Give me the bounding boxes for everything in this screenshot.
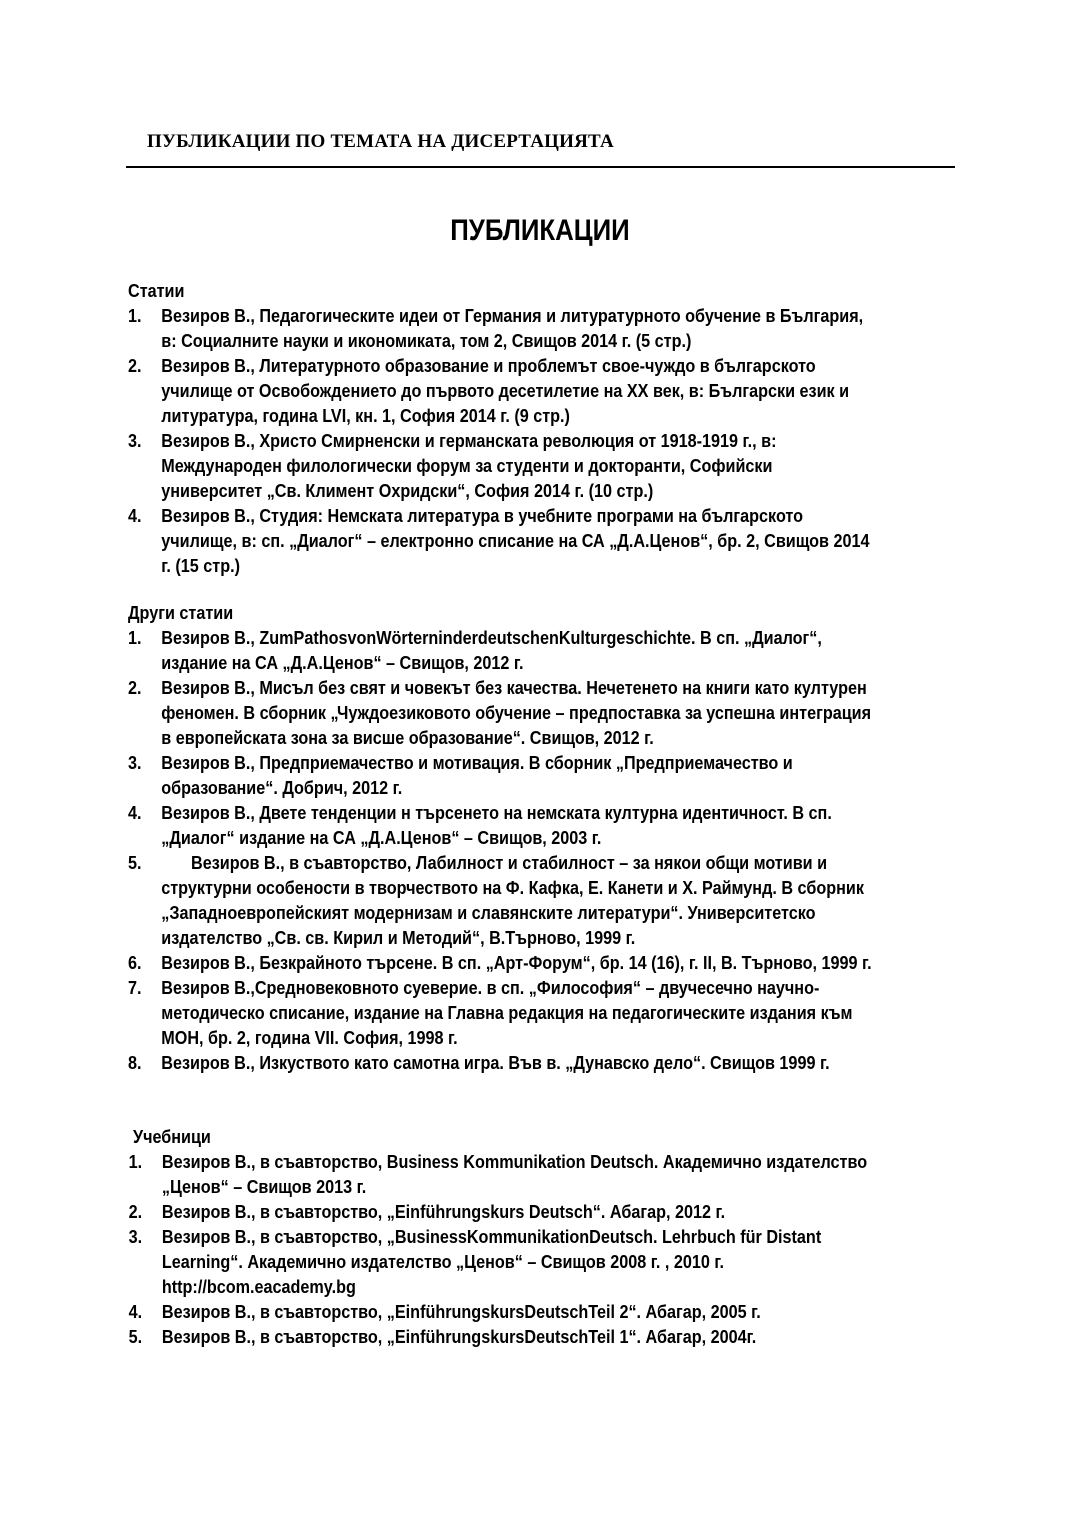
item-line: [161, 825, 880, 850]
item-line: [162, 1199, 886, 1224]
item-number: 5.: [128, 1326, 143, 1347]
item-number: 2.: [128, 355, 142, 376]
item-number: 3.: [128, 1226, 143, 1247]
item-number: 8.: [128, 1052, 142, 1073]
item-text: Везиров В., Предприемачество и мотивация. В сборник „Предприемачество и: [161, 752, 793, 773]
item-text: Везиров В., Мисъл без свят и човекът без качества. Нечетенето на книги като културен: [161, 677, 867, 698]
item-number: 4.: [128, 802, 142, 823]
list-item: [128, 675, 881, 750]
item-text: МОН, бр. 2, година VІІ. София, 1998 г.: [161, 1027, 458, 1048]
item-line: [161, 478, 880, 503]
item-text: „Западноевропейският модернизам и славянските литератури“. Университетско: [161, 902, 816, 923]
item-number: 1.: [128, 627, 142, 648]
item-text: Везиров В.,Средновековното суеверие. в сп. „Философия“ – двучесечно научно-: [161, 977, 820, 998]
item-text: Везиров В., в съавторство, Business Kommunikation Deutsch. Академично издателство: [161, 1151, 868, 1172]
item-line: [161, 1000, 880, 1025]
item-text: Везиров В., Безкрайното търсене. В сп. „Арт-Форум“, бр. 14 (16), г. ІІ, В. Търново, 1999 г.: [161, 952, 872, 973]
item-text: Везиров В., Педагогическите идеи от Германия и литуратурното обучение в България,: [161, 305, 864, 326]
item-line: [161, 1025, 880, 1050]
list-item: [129, 1299, 886, 1324]
item-text: Везиров В., ZumPathosvonWörterninderdeutschenKulturgeschichte. В сп. „Диалог“,: [161, 627, 822, 648]
item-line: [161, 950, 880, 975]
item-text: образование“. Добрич, 2012 г.: [161, 777, 403, 798]
item-line: [162, 1174, 886, 1199]
item-line: [161, 303, 880, 328]
item-line: [162, 1324, 886, 1349]
item-line: [161, 675, 880, 700]
section-other-articles: [128, 600, 881, 1075]
item-line: [161, 850, 880, 875]
item-line: [161, 428, 880, 453]
item-text: Learning“. Академично издателство „Ценов“ – Свищов 2008 г. , 2010 г.: [161, 1251, 724, 1272]
item-line: [161, 625, 880, 650]
item-text: университет „Св. Климент Охридски“, София 2014 г. (10 стр.): [161, 480, 654, 501]
item-number: 3.: [128, 430, 142, 451]
item-text: училище, в: сп. „Диалог“ – електронно списание на СА „Д.А.Ценов“, бр. 2, Свищов 2014: [161, 530, 870, 551]
list-item: [128, 800, 881, 850]
item-line: [161, 378, 880, 403]
list-item: [129, 1224, 886, 1299]
list-item: [129, 1149, 886, 1199]
item-line: [161, 875, 880, 900]
item-line: [161, 750, 880, 775]
other-articles-list: [128, 625, 881, 1075]
list-item: [128, 625, 881, 675]
item-text: Везиров В., в съавторство, „EinführungskursDeutschTeil 2“. Абагар, 2005 г.: [161, 1301, 761, 1322]
list-item: [128, 503, 881, 578]
item-text: Везиров В., Изкуството като самотна игра. Във в. „Дунавско дело“. Свищов 1999 г.: [161, 1052, 830, 1073]
list-item: [128, 850, 881, 950]
list-item: [128, 303, 881, 353]
item-line: [162, 1224, 886, 1249]
item-text: „Диалог“ издание на СА „Д.А.Ценов“ – Свищов, 2003 г.: [161, 827, 602, 848]
item-text: Везиров В., в съавторство, „Einführungskurs Deutsch“. Абагар, 2012 г.: [161, 1201, 726, 1222]
item-number: 3.: [128, 752, 142, 773]
item-line: [161, 975, 880, 1000]
item-text: училище от Освобождението до първото десетилетие на ХХ век, в: Български език и: [161, 380, 850, 401]
section-title-articles: Статии: [128, 280, 185, 301]
item-line: [161, 1050, 880, 1075]
item-number: 6.: [128, 952, 142, 973]
item-text: Везиров В., в съавторство, „EinführungskursDeutschTeil 1“. Абагар, 2004г.: [161, 1326, 757, 1347]
item-number: 2.: [128, 1201, 143, 1222]
item-line: [162, 1149, 886, 1174]
item-number: 4.: [128, 505, 142, 526]
section-textbooks: [128, 1124, 886, 1349]
item-line: [161, 528, 880, 553]
item-text: издание на СА „Д.А.Ценов“ – Свищов, 2012 г.: [161, 652, 524, 673]
item-line: [162, 1299, 886, 1324]
item-number: 1.: [128, 305, 142, 326]
item-text: г. (15 стр.): [161, 555, 240, 576]
item-text: методическо списание, издание на Главна редакция на педагогическите издания към: [161, 1002, 853, 1023]
page-title: ПУБЛИКАЦИИ: [450, 214, 630, 247]
articles-list: [128, 303, 881, 578]
list-item: [129, 1324, 886, 1349]
item-line: [161, 553, 880, 578]
item-text: в европейската зона за висше образование“. Свищов, 2012 г.: [161, 727, 654, 748]
textbooks-list: [129, 1149, 886, 1349]
item-text: Везиров В., Студия: Немската литература в учебните програми на българското: [161, 505, 804, 526]
section-articles: [128, 278, 881, 578]
item-number: 2.: [128, 677, 142, 698]
section-title-other-articles: Други статии: [128, 602, 234, 623]
item-line: [161, 328, 880, 353]
item-text: Везиров В., Двете тенденции н търсенето на немската културна идентичност. В сп.: [161, 802, 832, 823]
item-text: феномен. В сборник „Чуждоезиковото обучение – предпоставка за успешна интеграция: [161, 702, 872, 723]
item-number: 4.: [128, 1301, 143, 1322]
item-line: [161, 725, 880, 750]
header-divider: [126, 166, 955, 168]
item-line: [161, 650, 880, 675]
item-number: 5.: [128, 852, 142, 873]
item-line: [161, 900, 880, 925]
item-number: 1.: [128, 1151, 143, 1172]
item-line: [161, 775, 880, 800]
item-text: Международен филологически форум за студенти и докторанти, Софийски: [161, 455, 773, 476]
item-number: 7.: [128, 977, 142, 998]
item-text: Везиров В., в съавторство, „BusinessKommunikationDeutsch. Lehrbuch für Distant: [161, 1226, 822, 1247]
list-item: [128, 353, 881, 428]
item-line: [161, 453, 880, 478]
item-text: Везиров В., в съавторство, Лабилност и стабилност – за някои общи мотиви и: [191, 852, 828, 873]
item-line: [161, 403, 880, 428]
item-line: [161, 800, 880, 825]
section-title-textbooks: Учебници: [133, 1126, 211, 1147]
item-line: [161, 700, 880, 725]
item-text: http://bcom.eacademy.bg: [161, 1276, 356, 1297]
running-header: ПУБЛИКАЦИИ ПО ТЕМАТА НА ДИСЕРТАЦИЯТА: [147, 131, 614, 152]
list-item: [128, 1050, 881, 1075]
item-line: [161, 503, 880, 528]
list-item: [129, 1199, 886, 1224]
list-item: [128, 975, 881, 1050]
item-text: литуратура, година LVI, кн. 1, София 2014 г. (9 стр.): [161, 405, 570, 426]
list-item: [128, 950, 881, 975]
list-item: [128, 428, 881, 503]
item-text: Везиров В., Литературното образование и проблемът свое-чуждо в българското: [161, 355, 816, 376]
item-line: [162, 1274, 886, 1299]
item-text: издателство „Св. св. Кирил и Методий“, В.Търново, 1999 г.: [161, 927, 636, 948]
item-text: „Ценов“ – Свищов 2013 г.: [161, 1176, 367, 1197]
list-item: [128, 750, 881, 800]
item-text: структурни особености в творчеството на Ф. Кафка, Е. Канети и Х. Раймунд. В сборник: [161, 877, 864, 898]
item-line: [161, 353, 880, 378]
item-line: [161, 925, 880, 950]
item-text: Везиров В., Христо Смирненски и германската революция от 1918-1919 г., в:: [161, 430, 777, 451]
item-text: в: Социалните науки и икономиката, том 2, Свищов 2014 г. (5 стр.): [161, 330, 692, 351]
item-line: [162, 1249, 886, 1274]
